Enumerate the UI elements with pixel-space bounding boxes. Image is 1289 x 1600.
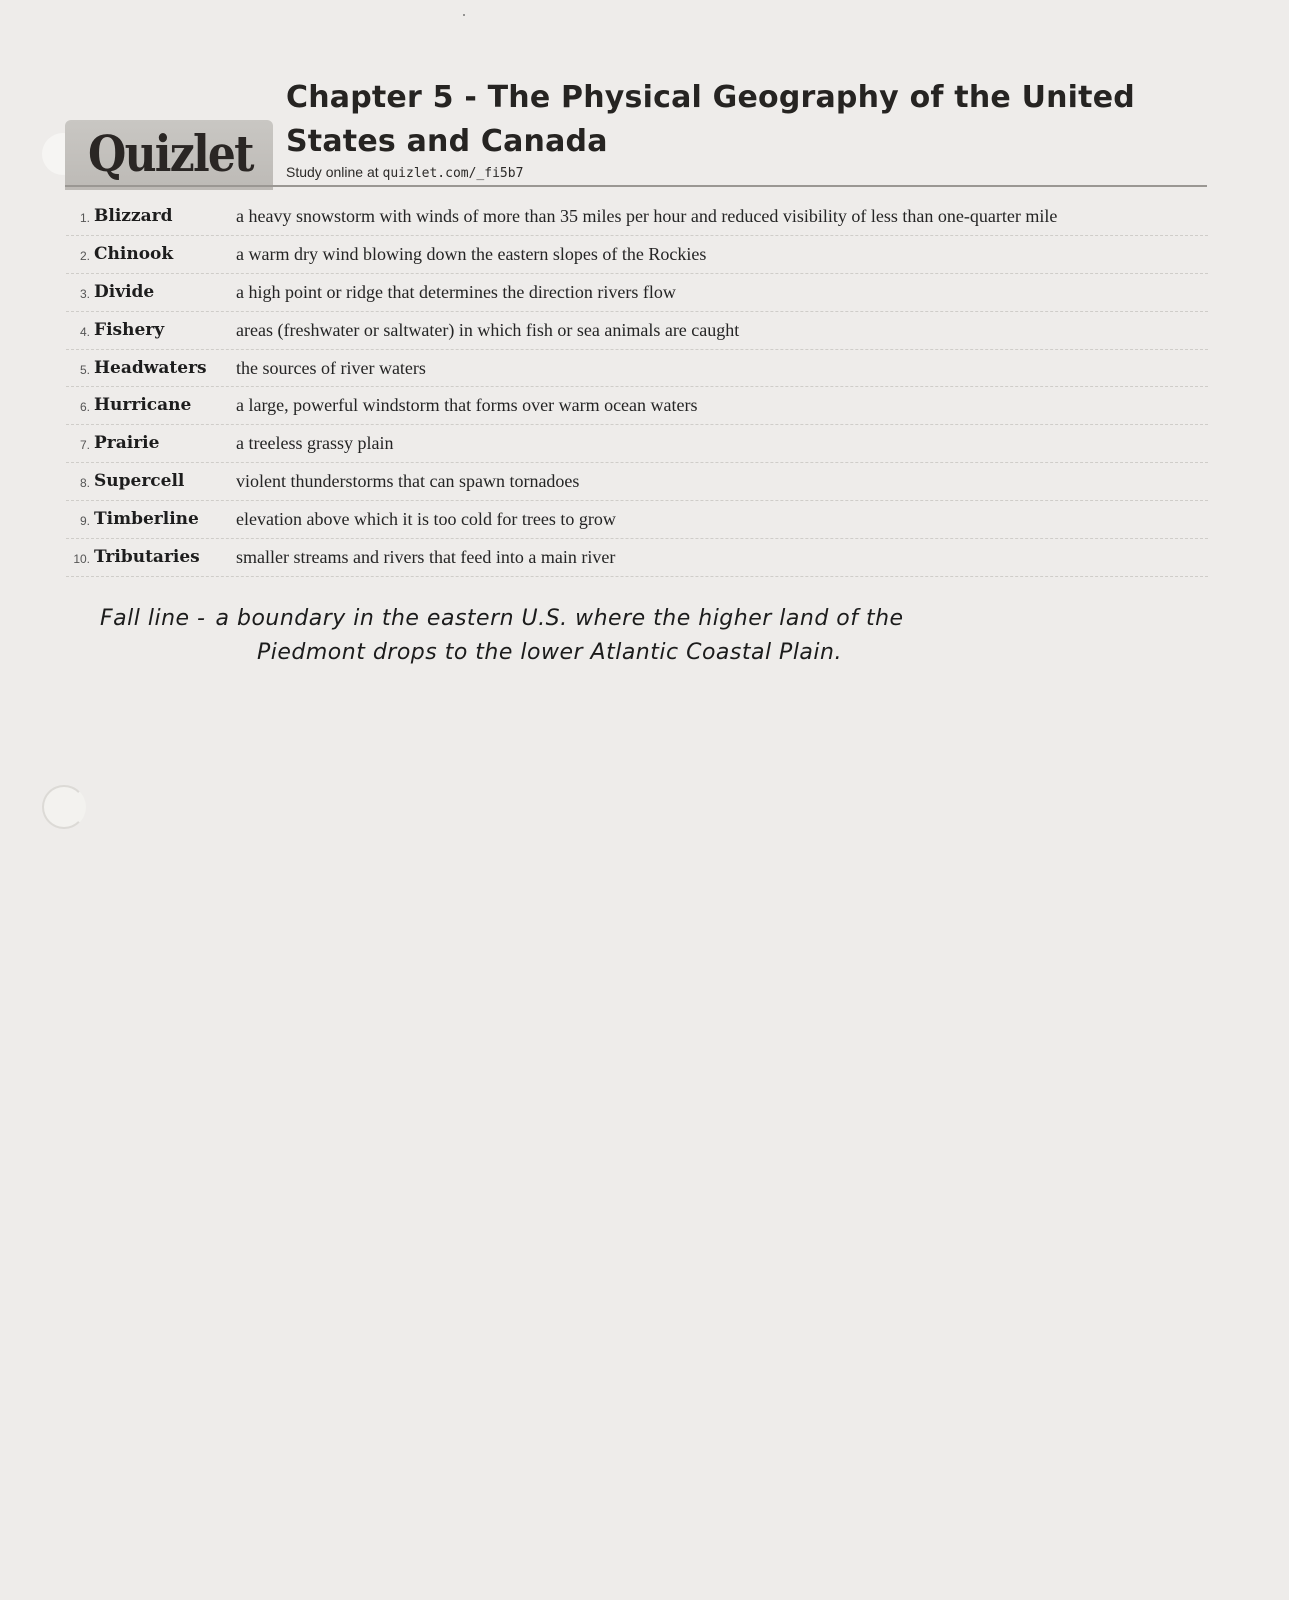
term-definition: violent thunderstorms that can spawn tornadoes	[236, 471, 580, 492]
binder-hole-middle	[42, 785, 86, 829]
term-word: Headwaters	[94, 357, 207, 378]
term-row	[66, 198, 1208, 236]
page-title: Chapter 5 - The Physical Geography of the United States and Canada	[286, 80, 1135, 159]
term-word: Hurricane	[94, 395, 192, 416]
term-definition: a large, powerful windstorm that forms over warm ocean waters	[236, 395, 698, 416]
term-row	[66, 425, 1208, 463]
term-definition: elevation above which it is too cold for trees to grow	[236, 509, 616, 530]
term-number: 9.	[79, 514, 90, 529]
term-row	[66, 539, 1208, 577]
term-definition: a warm dry wind blowing down the eastern slopes of the Rockies	[236, 243, 707, 264]
term-row	[66, 312, 1208, 350]
term-word: Divide	[94, 281, 155, 302]
term-number: 5.	[79, 362, 90, 377]
term-number: 10.	[73, 552, 90, 567]
term-number: 7.	[79, 438, 90, 453]
term-number: 8.	[79, 476, 90, 491]
header-divider	[65, 185, 1207, 187]
term-definition: areas (freshwater or saltwater) in which fish or sea animals are caught	[236, 319, 740, 340]
term-word: Timberline	[94, 509, 199, 530]
study-online-line	[286, 164, 523, 181]
term-definition: a treeless grassy plain	[236, 433, 394, 454]
study-prefix: Study online at	[286, 164, 383, 180]
term-row	[66, 236, 1208, 274]
scan-speck	[463, 14, 465, 16]
handwritten-note-line-2: Piedmont drops to the lower Atlantic Coastal Plain.	[257, 640, 842, 665]
term-word: Chinook	[94, 243, 174, 264]
term-number: 6.	[79, 400, 90, 415]
term-list	[66, 198, 1208, 577]
term-row	[66, 274, 1208, 312]
term-word: Fishery	[94, 319, 165, 340]
term-row	[66, 387, 1208, 425]
term-number: 1.	[79, 211, 90, 225]
term-row	[66, 501, 1208, 539]
term-word: Supercell	[94, 471, 185, 492]
term-definition: a heavy snowstorm with winds of more than 35 miles per hour and reduced visibility of less than one-quarter mile	[236, 206, 1058, 226]
handwritten-definition-1: a boundary in the eastern U.S. where the higher land of the	[215, 606, 904, 631]
term-row	[66, 463, 1208, 501]
term-number: 2.	[79, 248, 90, 263]
term-definition: smaller streams and rivers that feed into a main river	[236, 547, 616, 568]
term-word: Blizzard	[94, 206, 173, 226]
logo-text: Quizlet	[88, 124, 253, 183]
term-number: 3.	[79, 286, 90, 301]
term-number: 4.	[79, 324, 90, 339]
handwritten-term: Fall line -	[100, 606, 206, 631]
term-definition: the sources of river waters	[236, 357, 426, 378]
study-url: quizlet.com/_fi5b7	[382, 166, 524, 181]
handwritten-note-line-1	[100, 606, 904, 631]
term-definition: a high point or ridge that determines the direction rivers flow	[236, 281, 676, 302]
term-word: Prairie	[94, 433, 160, 454]
term-row	[66, 350, 1208, 388]
term-word: Tributaries	[94, 547, 200, 568]
